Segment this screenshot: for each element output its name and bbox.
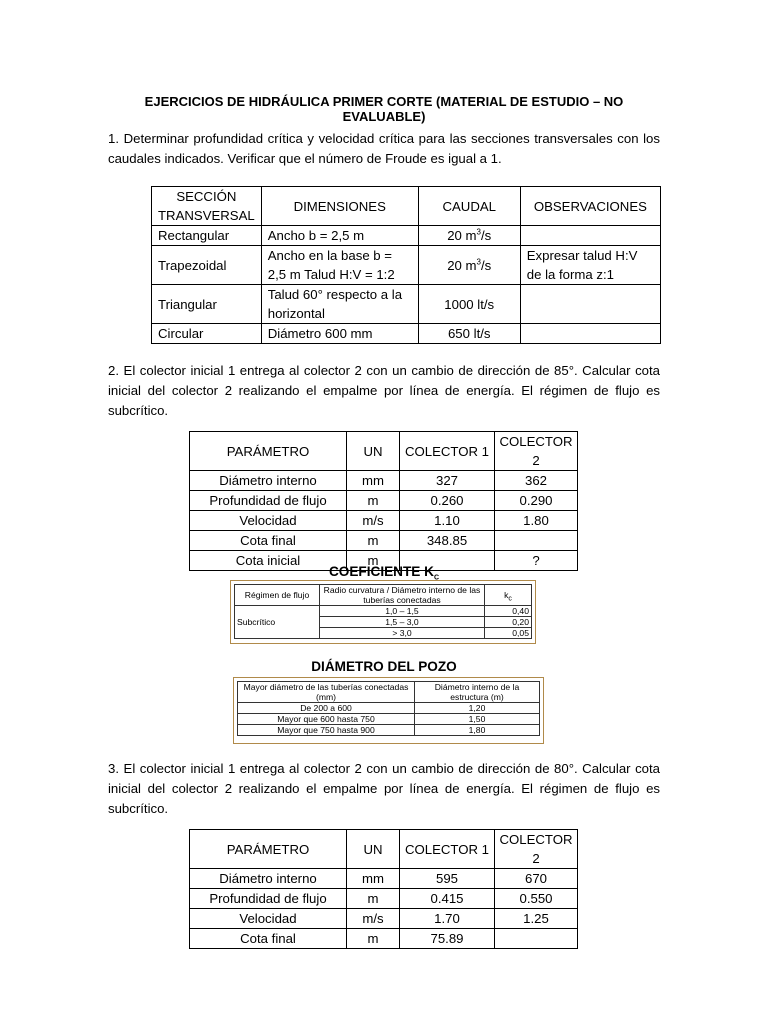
table-row bbox=[190, 491, 578, 511]
header-colector-1: COLECTOR 1 bbox=[400, 432, 495, 471]
cell-seccion: Trapezoidal bbox=[152, 246, 262, 285]
header-dimensiones: DIMENSIONES bbox=[261, 187, 418, 226]
kc-header-regimen: Régimen de flujo bbox=[235, 585, 320, 606]
kc-title: COEFICIENTE $K_C$ bbox=[328, 564, 440, 582]
cell-seccion: Triangular bbox=[152, 285, 262, 324]
cell-dimensiones: Ancho b = 2,5 m bbox=[261, 226, 418, 246]
cell-colector-2: 1.25 bbox=[495, 909, 578, 929]
kc-value: 0,05 bbox=[485, 628, 532, 639]
cell-observaciones: Expresar talud H:V de la forma z:1 bbox=[520, 246, 660, 285]
colector-table-ex3 bbox=[189, 829, 578, 949]
cell-colector-2: 670 bbox=[495, 869, 578, 889]
pozo-range: Mayor que 600 hasta 750 bbox=[238, 714, 415, 725]
exercise-1-text: 1. Determinar profundidad crítica y velocidad crítica para las secciones transversales con los caudales indicados. Verificar que el número de Froude es igual a 1. bbox=[108, 131, 660, 166]
table-row bbox=[190, 869, 578, 889]
cell-un: m/s bbox=[347, 511, 400, 531]
cell-dimensiones: Talud 60° respecto a la horizontal bbox=[261, 285, 418, 324]
kc-regimen: Subcrítico bbox=[235, 606, 320, 639]
colector-table-ex2 bbox=[189, 431, 578, 571]
pozo-table-frame bbox=[233, 677, 544, 744]
cell-parametro: Profundidad de flujo bbox=[190, 491, 347, 511]
cell-un: m bbox=[347, 929, 400, 949]
exercise-3-text: 3. El colector inicial 1 entrega al colector 2 con un cambio de dirección de 80°. Calcular cota inicial del colector 2 realizando el empalme por línea de energía. El régimen de flujo es subcrítico. bbox=[108, 761, 660, 816]
pozo-value: 1,80 bbox=[415, 725, 540, 736]
table-row bbox=[152, 324, 661, 344]
table-row bbox=[190, 909, 578, 929]
header-seccion: SECCIÓN TRANSVERSAL bbox=[152, 187, 262, 226]
table-row bbox=[152, 226, 661, 246]
kc-header-k: $k_c$ bbox=[485, 585, 532, 606]
table-row bbox=[190, 889, 578, 909]
cell-observaciones bbox=[520, 226, 660, 246]
cell-un: m bbox=[347, 491, 400, 511]
table-row bbox=[190, 471, 578, 491]
cell-colector-1: 1.70 bbox=[400, 909, 495, 929]
cell-caudal: 20 $m^3/s$ bbox=[418, 226, 520, 246]
cell-parametro: Cota final bbox=[190, 531, 347, 551]
cell-dimensiones: Ancho en la base b = 2,5 m Talud H:V = 1:2 bbox=[261, 246, 418, 285]
pozo-header-diametro-estructura: Diámetro interno de la estructura (m) bbox=[415, 682, 540, 703]
cell-observaciones bbox=[520, 285, 660, 324]
pozo-range: Mayor que 750 hasta 900 bbox=[238, 725, 415, 736]
cell-colector-1: 595 bbox=[400, 869, 495, 889]
sections-table bbox=[151, 186, 661, 344]
document-title: EJERCICIOS DE HIDRÁULICA PRIMER CORTE (MATERIAL DE ESTUDIO – NO EVALUABLE) bbox=[144, 94, 624, 124]
header-colector-1: COLECTOR 1 bbox=[400, 830, 495, 869]
cell-dimensiones: Diámetro 600 mm bbox=[261, 324, 418, 344]
table-row bbox=[190, 511, 578, 531]
cell-un: mm bbox=[347, 471, 400, 491]
cell-colector-1: 1.10 bbox=[400, 511, 495, 531]
cell-parametro: Diámetro interno bbox=[190, 471, 347, 491]
cell-un: m bbox=[347, 889, 400, 909]
cell-parametro: Diámetro interno bbox=[190, 869, 347, 889]
cell-colector-1: 348.85 bbox=[400, 531, 495, 551]
cell-colector-2: ? bbox=[495, 551, 578, 571]
cell-un: m bbox=[347, 531, 400, 551]
cell-colector-2: 362 bbox=[495, 471, 578, 491]
header-observaciones: OBSERVACIONES bbox=[520, 187, 660, 226]
exercise-2-text: 2. El colector inicial 1 entrega al colector 2 con un cambio de dirección de 85°. Calcular cota inicial del colector 2 realizando el empalme por línea de energía. El régimen de flujo es subcrítico. bbox=[108, 363, 660, 418]
header-un: UN bbox=[347, 432, 400, 471]
table-row bbox=[152, 285, 661, 324]
kc-table bbox=[234, 584, 532, 639]
pozo-table bbox=[237, 681, 540, 736]
cell-un: mm bbox=[347, 869, 400, 889]
header-parametro: PARÁMETRO bbox=[190, 830, 347, 869]
cell-observaciones bbox=[520, 324, 660, 344]
pozo-title: DIÁMETRO DEL POZO bbox=[311, 659, 457, 674]
cell-colector-2: 0.550 bbox=[495, 889, 578, 909]
header-colector-2: COLECTOR 2 bbox=[495, 830, 578, 869]
cell-un: m/s bbox=[347, 909, 400, 929]
table-row bbox=[238, 703, 540, 714]
pozo-value: 1,20 bbox=[415, 703, 540, 714]
table-row bbox=[152, 246, 661, 285]
kc-radio: > 3,0 bbox=[320, 628, 485, 639]
table-row bbox=[235, 606, 532, 617]
table-row bbox=[190, 531, 578, 551]
kc-value: 0,40 bbox=[485, 606, 532, 617]
cell-parametro: Cota inicial bbox=[190, 551, 347, 571]
table-row bbox=[238, 725, 540, 736]
table-row bbox=[238, 714, 540, 725]
cell-colector-1: 75.89 bbox=[400, 929, 495, 949]
cell-un: m bbox=[347, 551, 400, 571]
cell-seccion: Rectangular bbox=[152, 226, 262, 246]
cell-caudal: 1000 lt/s bbox=[418, 285, 520, 324]
kc-radio: 1,0 – 1,5 bbox=[320, 606, 485, 617]
header-caudal: CAUDAL bbox=[418, 187, 520, 226]
header-un: UN bbox=[347, 830, 400, 869]
cell-parametro: Profundidad de flujo bbox=[190, 889, 347, 909]
cell-colector-1: 0.260 bbox=[400, 491, 495, 511]
cell-colector-1: 0.415 bbox=[400, 889, 495, 909]
cell-colector-1: 327 bbox=[400, 471, 495, 491]
table-row bbox=[190, 929, 578, 949]
cell-caudal: 650 lt/s bbox=[418, 324, 520, 344]
kc-value: 0,20 bbox=[485, 617, 532, 628]
cell-parametro: Velocidad bbox=[190, 909, 347, 929]
pozo-header-diametro-tuberias: Mayor diámetro de las tuberías conectadas (mm) bbox=[238, 682, 415, 703]
kc-table-frame bbox=[230, 580, 536, 644]
cell-parametro: Cota final bbox=[190, 929, 347, 949]
cell-colector-2 bbox=[495, 531, 578, 551]
cell-colector-2: 0.290 bbox=[495, 491, 578, 511]
pozo-range: De 200 a 600 bbox=[238, 703, 415, 714]
kc-radio: 1,5 – 3,0 bbox=[320, 617, 485, 628]
cell-caudal: 20 $m^3/s$ bbox=[418, 246, 520, 285]
pozo-value: 1,50 bbox=[415, 714, 540, 725]
header-parametro: PARÁMETRO bbox=[190, 432, 347, 471]
cell-colector-2 bbox=[495, 929, 578, 949]
cell-parametro: Velocidad bbox=[190, 511, 347, 531]
kc-header-radio: Radio curvatura / Diámetro interno de las tuberías conectadas bbox=[320, 585, 485, 606]
header-colector-2: COLECTOR 2 bbox=[495, 432, 578, 471]
cell-colector-2: 1.80 bbox=[495, 511, 578, 531]
cell-seccion: Circular bbox=[152, 324, 262, 344]
